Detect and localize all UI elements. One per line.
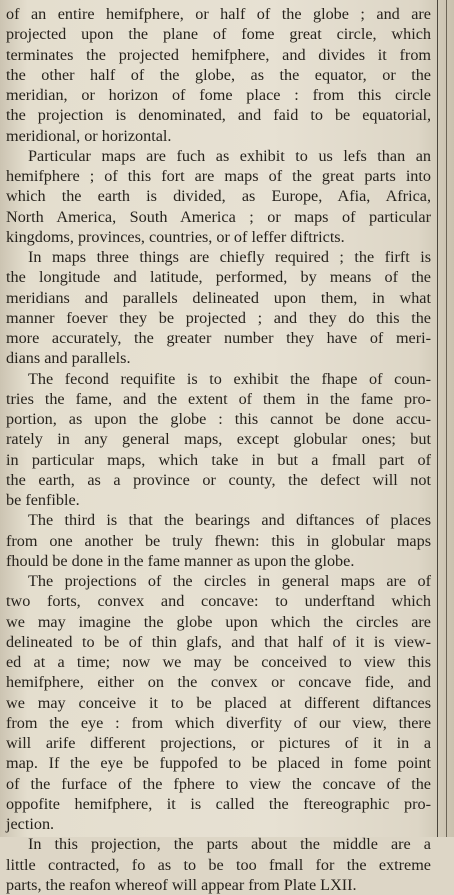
margin-rule-outer: [446, 0, 447, 837]
text-line: the other half of the globe, as the equator, or the: [6, 65, 431, 84]
text-line: parts, the reafon whereof will appear from Plate LXII.: [6, 875, 357, 894]
text-line: In maps three things are chiefly required ; the firft is: [28, 248, 431, 266]
text-line: kingdoms, provinces, countries, or of leffer diftricts.: [6, 227, 345, 246]
text-line: dians and parallels.: [6, 349, 131, 368]
text-line: jection.: [6, 815, 55, 833]
text-line: little contracted, fo as to be too fmall for the extreme: [6, 855, 431, 874]
text-line: hemifphere, either on the convex or concave fide, and: [6, 673, 431, 692]
text-line: oppofite hemifphere, it is called the ftereographic pro-: [6, 794, 431, 813]
text-line: map. If the eye be fuppofed to be placed in fome point: [6, 754, 431, 773]
text-line: in particular maps, which take in but a fmall part of: [6, 450, 431, 469]
text-line: hemifphere ; of this fort are maps of the great parts into: [6, 167, 431, 185]
text-line: meridians and parallels delineated upon them, in what: [6, 288, 431, 307]
text-line: The projections of the circles in general maps are of: [28, 572, 431, 590]
text-line: the longitude and latitude, performed, by means of the: [6, 268, 431, 287]
text-line: The fecond requifite is to exhibit the fhape of coun-: [28, 369, 431, 388]
text-line: manner foever they be projected ; and they do this the: [6, 308, 431, 327]
text-line: of an entire hemifphere, or half of the globe ; and are: [6, 5, 431, 23]
text-line: Particular maps are fuch as exhibit to us lefs than an: [28, 146, 431, 165]
text-line: delineated to be of thin glafs, and that half of it is view-: [6, 632, 431, 651]
text-line: The third is that the bearings and diftances of places: [28, 511, 431, 530]
text-line: projected upon the plane of fome great circle, which: [6, 25, 431, 44]
text-line: North America, South America ; or maps of particular: [6, 207, 431, 226]
text-line: from the eye : from which diverfity of our view, there: [6, 713, 431, 732]
text-line: In this projection, the parts about the middle are a: [28, 835, 431, 854]
text-line: we may imagine the globe upon which the circles are: [6, 612, 431, 631]
margin-rule: [437, 0, 438, 837]
text-line: the projection is denominated, and faid to be equatorial,: [6, 106, 431, 125]
text-line: we may conceive it to be placed at different diftances: [6, 693, 431, 712]
text-line: ed at a time; now we may be conceived to view this: [6, 653, 431, 671]
text-line: terminates the projected hemifphere, and divides it from: [6, 45, 431, 64]
text-line: which the earth is divided, as Europe, Afia, Africa,: [6, 187, 431, 206]
text-line: rately in any general maps, except globular ones; but: [6, 430, 431, 449]
text-line: meridional, or horizontal.: [6, 126, 172, 145]
text-line: the earth, as a province or county, the defect will not: [6, 470, 431, 489]
text-line: of the furface of the fphere to view the concave of the: [6, 774, 431, 793]
body-text: [6, 4, 431, 895]
text-line: tries the fame, and the extent of them in the fame pro-: [6, 389, 431, 408]
text-line: fhould be done in the fame manner as upon the globe.: [6, 551, 355, 570]
text-line: two forts, convex and concave: to underftand which: [6, 592, 431, 611]
text-line: portion, as upon the globe : this cannot be done accu-: [6, 410, 431, 428]
text-line: from one another be truly fhewn: this in globular maps: [6, 531, 431, 550]
text-line: will arife different projections, or pictures of it in a: [6, 734, 431, 752]
text-line: meridian, or horizon of fome place : from this circle: [6, 86, 431, 104]
text-line: be fenfible.: [6, 491, 80, 509]
text-line: more accurately, the greater number they have of meri-: [6, 329, 431, 347]
